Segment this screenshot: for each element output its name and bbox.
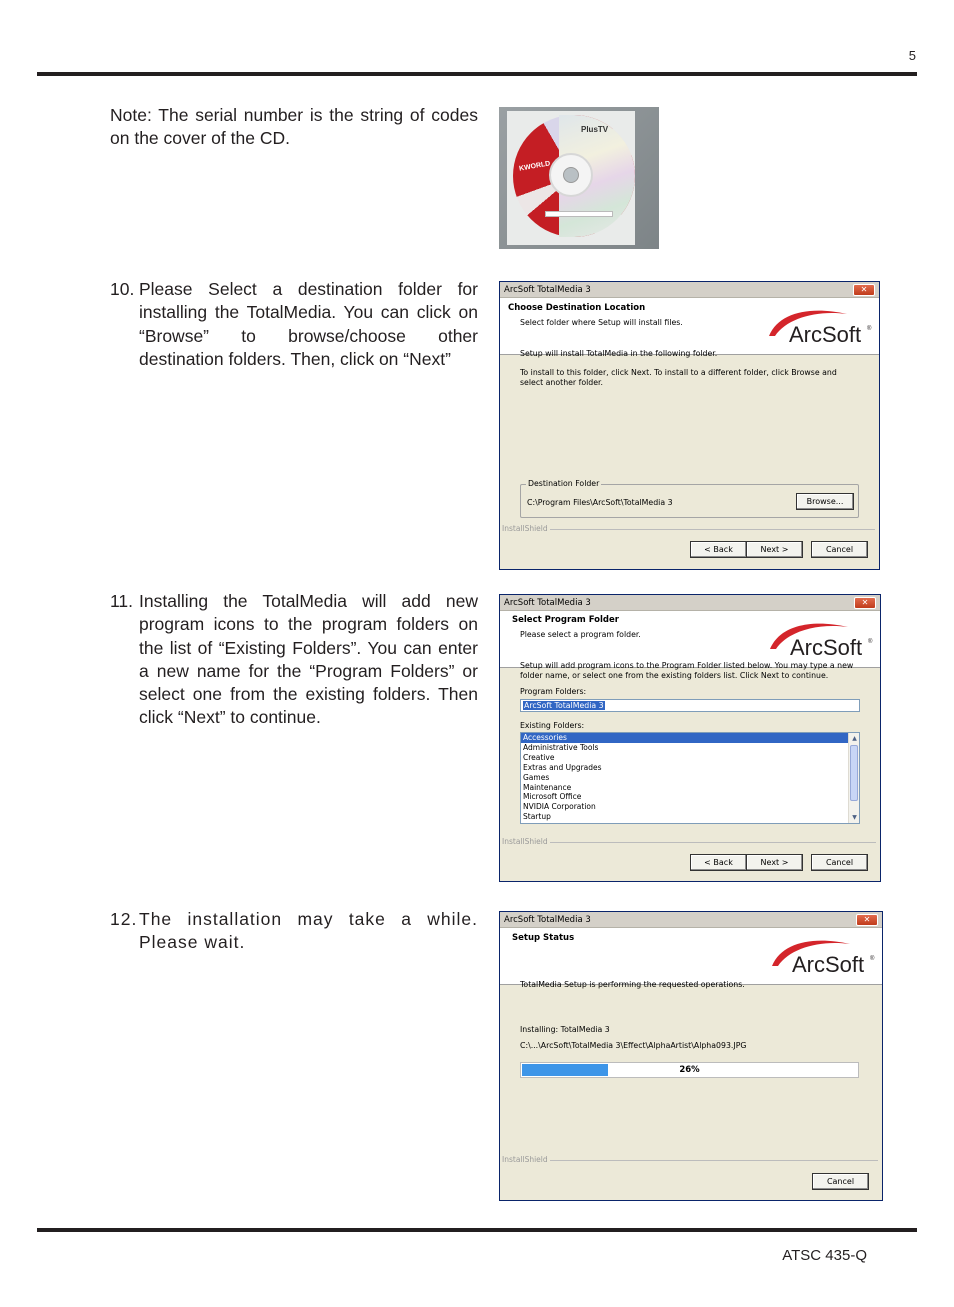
bottom-rule xyxy=(37,1228,917,1232)
destination-folder-group xyxy=(520,479,859,518)
dialog-subheading: Please select a program folder. xyxy=(520,630,641,639)
page-number: 5 xyxy=(908,48,916,63)
step-10 xyxy=(110,278,478,371)
top-rule xyxy=(37,72,917,76)
cd-hole xyxy=(563,167,579,183)
program-folders-label: Program Folders: xyxy=(520,687,587,696)
current-file: C:\...\ArcSoft\TotalMedia 3\Effect\AlphaArtist\Alpha093.JPG xyxy=(520,1041,747,1050)
folder-list-item[interactable]: Startup xyxy=(523,812,551,822)
folder-list-item[interactable]: Maintenance xyxy=(523,782,572,792)
installshield-label: InstallShield xyxy=(502,837,548,846)
install-progress-bar xyxy=(520,1062,859,1078)
svg-text:®: ® xyxy=(870,956,875,962)
installing-label: Installing: TotalMedia 3 xyxy=(520,1025,610,1034)
scroll-down-icon[interactable]: ▼ xyxy=(852,814,857,821)
cancel-button[interactable]: Cancel xyxy=(811,541,868,558)
serial-note: Note: The serial number is the string of codes on the cover of the CD. xyxy=(110,105,478,149)
installshield-divider xyxy=(550,1160,878,1161)
dialog-heading: Select Program Folder xyxy=(512,615,619,625)
back-button[interactable]: < Back xyxy=(690,541,747,558)
setup-status-dialog xyxy=(499,911,883,1201)
installshield-divider xyxy=(550,842,876,843)
scroll-thumb[interactable] xyxy=(850,745,858,801)
installshield-label: InstallShield xyxy=(502,1155,548,1164)
scroll-up-icon[interactable]: ▲ xyxy=(852,735,857,742)
existing-folders-label: Existing Folders: xyxy=(520,721,585,730)
dialog-titlebar xyxy=(500,595,880,611)
svg-text:ArcSoft: ArcSoft xyxy=(790,635,863,659)
existing-folders-list[interactable] xyxy=(520,732,860,824)
browse-button[interactable]: Browse... xyxy=(796,493,854,510)
dialog-heading: Choose Destination Location xyxy=(508,303,646,313)
dialog-header xyxy=(500,298,879,355)
arcsoft-logo xyxy=(765,306,873,346)
arcsoft-logo xyxy=(768,936,876,976)
dialog-titlebar xyxy=(500,912,882,928)
dialog-header xyxy=(500,611,880,668)
arcsoft-logo xyxy=(766,619,874,659)
next-button[interactable]: Next > xyxy=(746,541,803,558)
dialog-header xyxy=(500,928,882,985)
svg-text:®: ® xyxy=(867,326,872,332)
dialog-title: ArcSoft TotalMedia 3 xyxy=(504,597,591,608)
dialog-body: Setup will add program icons to the Program Folder listed below. You may type a new folder name, or select one from the existing folders list. Click Next to continue. xyxy=(520,661,854,680)
cd-photo xyxy=(499,107,659,249)
next-button[interactable]: Next > xyxy=(746,854,803,871)
destination-path: C:\Program Files\ArcSoft\TotalMedia 3 xyxy=(527,498,673,507)
status-message: TotalMedia Setup is performing the requested operations. xyxy=(520,980,745,989)
installshield-divider xyxy=(550,529,875,530)
step-text: Installing the TotalMedia will add new program icons to the program folders on the list of “Existing Folders”. You can enter a new name for the “Program Folders” or select one from the existing folders. Then click “Next” to continue. xyxy=(139,591,478,728)
step-11 xyxy=(110,590,478,730)
program-folder-input[interactable] xyxy=(520,699,860,712)
destination-dialog xyxy=(499,281,880,570)
folder-list-item[interactable]: Creative xyxy=(523,752,555,762)
cancel-button[interactable]: Cancel xyxy=(811,854,868,871)
svg-text:®: ® xyxy=(868,639,873,645)
program-folder-value: ArcSoft TotalMedia 3 xyxy=(524,701,604,710)
dialog-title: ArcSoft TotalMedia 3 xyxy=(504,284,591,295)
step-text: The installation may take a while. Please wait. xyxy=(139,909,478,953)
folder-list-item[interactable]: NVIDIA Corporation xyxy=(523,802,596,812)
back-button[interactable]: < Back xyxy=(690,854,747,871)
svg-text:ArcSoft: ArcSoft xyxy=(789,322,862,346)
dialog-heading: Setup Status xyxy=(512,933,575,943)
folder-list-item[interactable]: Microsoft Office xyxy=(523,792,582,802)
step-text: Please Select a destination folder for installing the TotalMedia. You can click on “Browse” to browse/choose other destination folders. Then, click on “Next” xyxy=(139,279,478,369)
cd-title: PlusTV xyxy=(581,125,609,134)
folder-list-item[interactable]: Administrative Tools xyxy=(523,742,599,752)
dialog-titlebar xyxy=(500,282,879,298)
folder-list-item[interactable]: Games xyxy=(523,772,550,782)
cd-serial-sticker xyxy=(545,211,613,217)
step-number: 12. xyxy=(110,909,138,929)
step-12 xyxy=(110,908,478,955)
close-icon[interactable]: ✕ xyxy=(854,597,876,609)
program-folder-dialog xyxy=(499,594,881,882)
dialog-body-instructions: To install to this folder, click Next. To install to a different folder, click Browse and select another folder. xyxy=(520,368,837,387)
footer-model: ATSC 435-Q xyxy=(782,1247,867,1264)
cd-brand-logo: KWORLD xyxy=(518,160,551,173)
installshield-label: InstallShield xyxy=(502,524,548,533)
destination-folder-label: Destination Folder xyxy=(528,479,600,488)
folder-list-items xyxy=(521,733,859,822)
dialog-title: ArcSoft TotalMedia 3 xyxy=(504,914,591,925)
dialog-subheading: Select folder where Setup will install files. xyxy=(520,318,683,327)
close-icon[interactable]: ✕ xyxy=(856,914,878,926)
progress-percent: 26% xyxy=(679,1065,700,1075)
folder-list-item[interactable]: Accessories xyxy=(521,733,848,743)
step-number: 10. xyxy=(110,279,135,299)
svg-text:ArcSoft: ArcSoft xyxy=(792,952,865,976)
folders-scrollbar[interactable] xyxy=(848,733,859,823)
cancel-button[interactable]: Cancel xyxy=(812,1173,869,1190)
dialog-body-intro: Setup will install TotalMedia in the following folder. xyxy=(520,349,718,358)
close-icon[interactable]: ✕ xyxy=(853,284,875,296)
step-number: 11. xyxy=(110,591,134,611)
folder-list-item[interactable]: Extras and Upgrades xyxy=(523,762,602,772)
